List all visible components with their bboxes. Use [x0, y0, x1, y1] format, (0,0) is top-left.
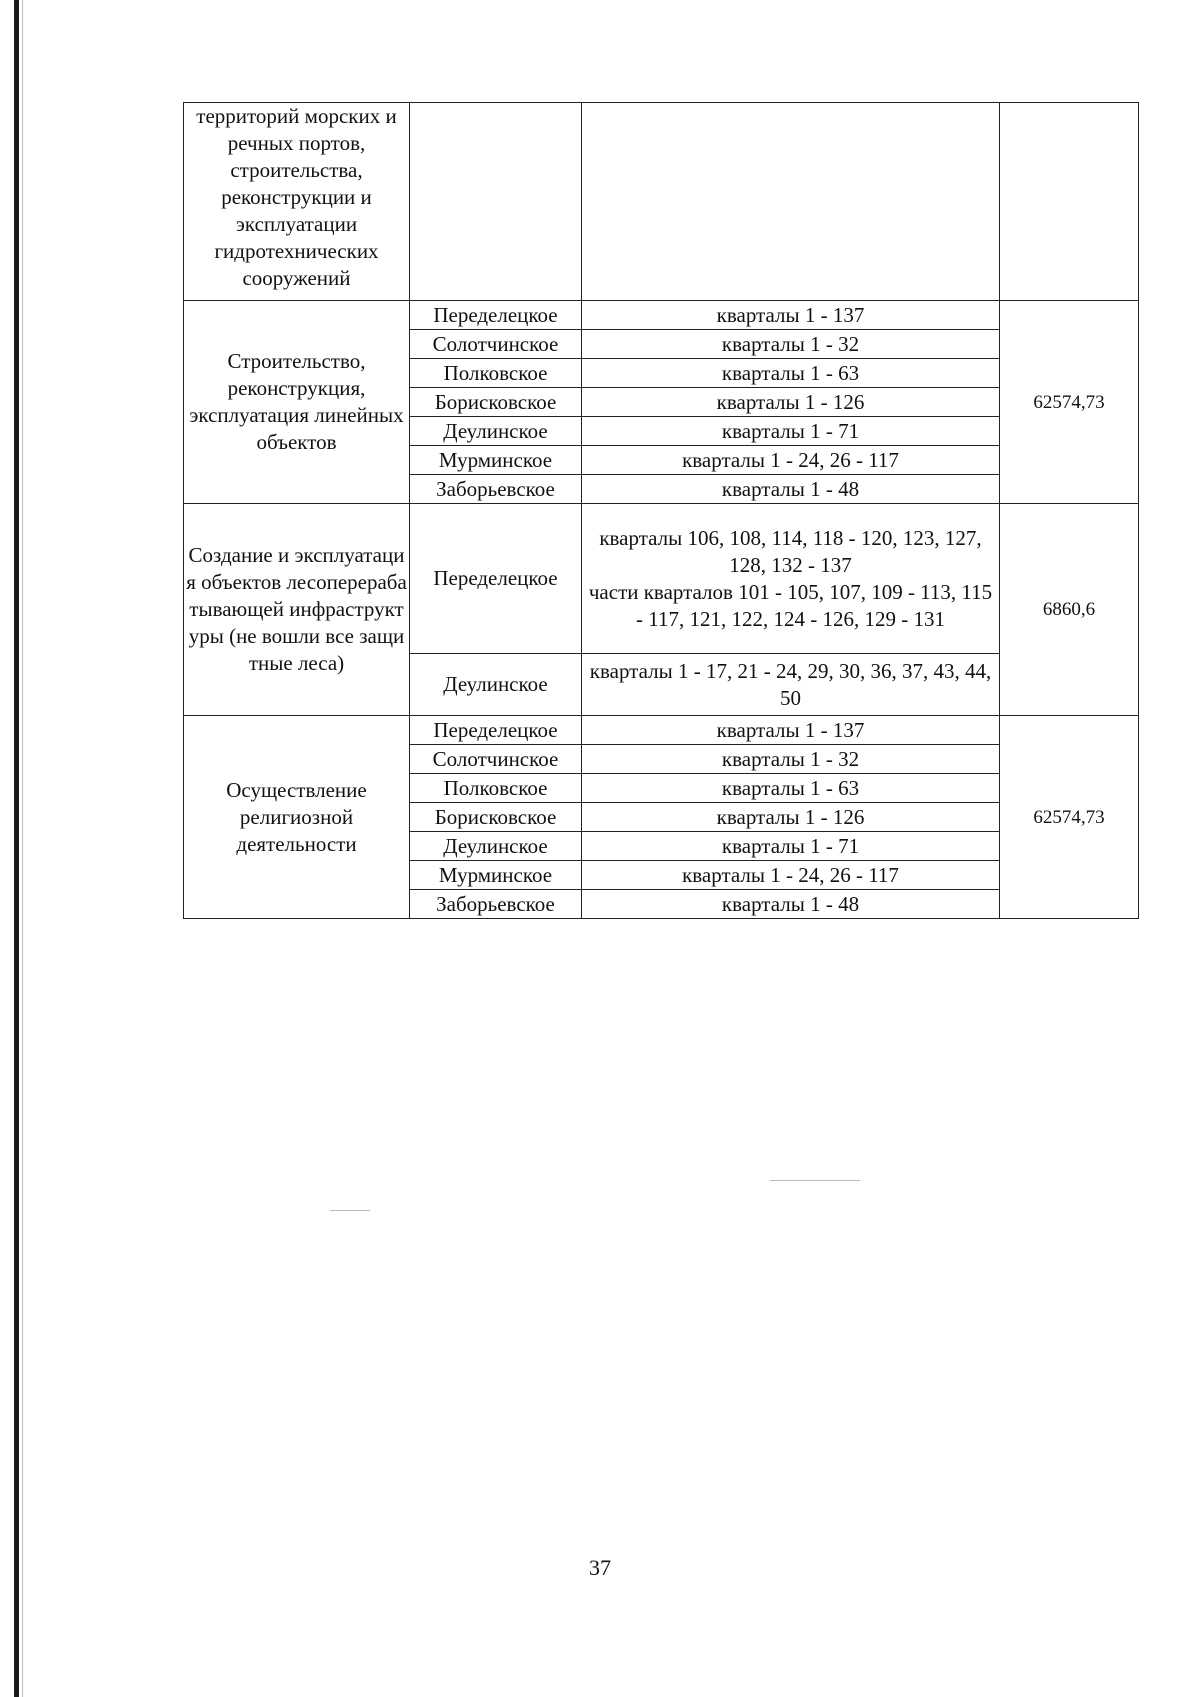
quarters-cell: кварталы 1 - 71 [582, 832, 1000, 861]
quarters-cell-empty [582, 103, 1000, 301]
forestry-cell: Полковское [410, 359, 582, 388]
forestry-cell: Борисковское [410, 388, 582, 417]
forestry-cell: Переделецкое [410, 504, 582, 654]
forestry-cell-empty [410, 103, 582, 301]
quarters-cell: кварталы 1 - 63 [582, 359, 1000, 388]
forestry-cell: Деулинское [410, 417, 582, 446]
area-cell: 62574,73 [1000, 716, 1139, 919]
forestry-cell: Заборьевское [410, 475, 582, 504]
forestry-cell: Заборьевское [410, 890, 582, 919]
quarters-cell: кварталы 1 - 137 [582, 301, 1000, 330]
forest-use-table [183, 102, 1139, 919]
quarters-cell: кварталы 1 - 63 [582, 774, 1000, 803]
table-row [184, 504, 1139, 654]
forestry-cell: Мурминское [410, 446, 582, 475]
forestry-cell: Полковское [410, 774, 582, 803]
table-row [184, 716, 1139, 745]
quarters-cell: кварталы 1 - 32 [582, 745, 1000, 774]
forestry-cell: Солотчинское [410, 330, 582, 359]
quarters-parts-line: части кварталов 101 - 105, 107, 109 - 113, 115 - 117, 121, 122, 124 - 126, 129 - 131 [588, 579, 993, 631]
quarters-cell: кварталы 1 - 126 [582, 803, 1000, 832]
area-cell: 62574,73 [1000, 301, 1139, 504]
quarters-cell: кварталы 1 - 71 [582, 417, 1000, 446]
table-row-continued [184, 103, 1139, 301]
purpose-cell: Создание и эксплуатация объектов лесоперерабатывающей инфраструктуры (не вошли все защитные леса) [184, 504, 410, 716]
scan-speck [330, 1210, 370, 1211]
scan-left-edge [14, 0, 19, 1697]
quarters-cell: кварталы 1 - 32 [582, 330, 1000, 359]
scan-left-edge-faint [22, 0, 23, 1697]
purpose-cell: Осуществление религиозной деятельности [184, 716, 410, 919]
quarters-cell: кварталы 1 - 126 [582, 388, 1000, 417]
quarters-cell: кварталы 1 - 24, 26 - 117 [582, 861, 1000, 890]
forestry-cell: Мурминское [410, 861, 582, 890]
quarters-cell: кварталы 1 - 48 [582, 475, 1000, 504]
quarters-cell: кварталы 1 - 48 [582, 890, 1000, 919]
quarters-line: кварталы 106, 108, 114, 118 - 120, 123, 127, 128, 132 - 137 [599, 525, 982, 577]
page-number: 37 [589, 1555, 611, 1580]
forestry-cell: Солотчинское [410, 745, 582, 774]
forestry-cell: Деулинское [410, 832, 582, 861]
forestry-cell: Деулинское [410, 654, 582, 716]
forestry-cell: Переделецкое [410, 301, 582, 330]
area-cell: 6860,6 [1000, 504, 1139, 716]
area-cell-empty [1000, 103, 1139, 301]
purpose-cell: территорий морских и речных портов, строительства, реконструкции и эксплуатации гидротехнических сооружений [184, 103, 410, 301]
purpose-cell: Строительство, реконструкция, эксплуатация линейных объектов [184, 301, 410, 504]
quarters-cell [582, 504, 1000, 654]
forestry-cell: Борисковское [410, 803, 582, 832]
table-row [184, 301, 1139, 330]
quarters-cell: кварталы 1 - 17, 21 - 24, 29, 30, 36, 37, 43, 44, 50 [582, 654, 1000, 716]
scan-speck [770, 1180, 860, 1181]
forestry-cell: Переделецкое [410, 716, 582, 745]
quarters-cell: кварталы 1 - 24, 26 - 117 [582, 446, 1000, 475]
quarters-cell: кварталы 1 - 137 [582, 716, 1000, 745]
